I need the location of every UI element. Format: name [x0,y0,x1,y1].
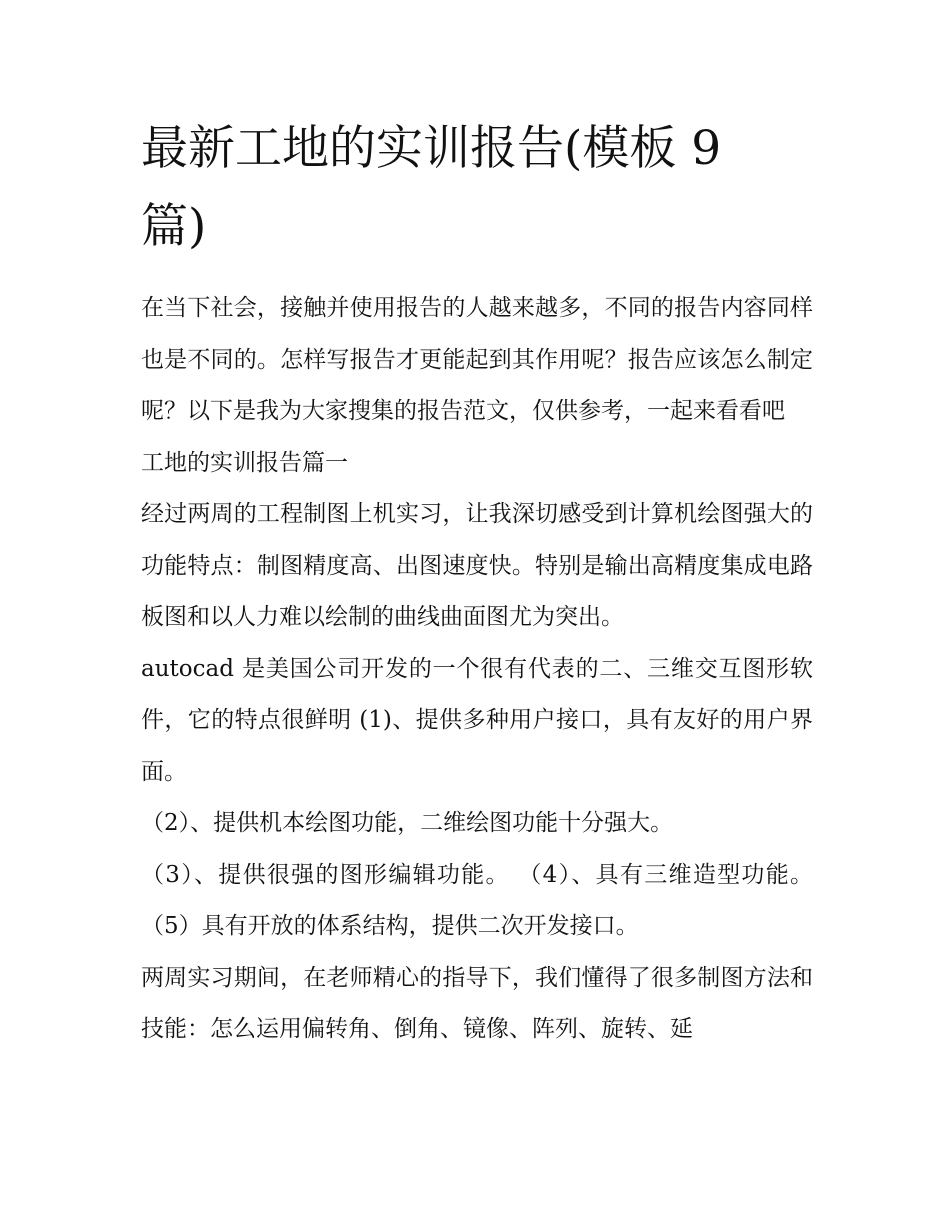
body-paragraph: 经过两周的工程制图上机实习，让我深切感受到计算机绘图强大的功能特点：制图精度高、出图速度快。特别是输出高精度集成电路板图和以人力难以绘制的曲线曲面图尤为突出。 [141,501,813,630]
body-paragraph: （2）、提供机本绘图功能，二维绘图功能十分强大。 [141,810,674,836]
intro-paragraph: 在当下社会，接触并使用报告的人越来越多，不同的报告内容同样也是不同的。怎样写报告才更能起到其作用呢？报告应该怎么制定呢？以下是我为大家搜集的报告范文，仅供参考，一起来看看吧 [141,295,813,424]
section-heading: 工地的实训报告篇一 [141,449,348,476]
document-content [141,110,813,1056]
document-title: 最新工地的实训报告(模板 9 篇) [141,121,722,254]
body-paragraph: 两周实习期间，在老师精心的指导下，我们懂得了很多制图方法和技能：怎么运用偏转角、倒角、镜像、阵列、旋转、延 [141,964,813,1042]
body-paragraph: （3）、提供很强的图形编辑功能。 （4）、具有三维造型功能。 （5）具有开放的体系结构，提供二次开发接口。 [141,861,813,939]
body-paragraph: autocad 是美国公司开发的一个很有代表的二、三维交互图形软件，它的特点很鲜明 (1)、提供多种用户接口，具有友好的用户界面。 [141,655,813,785]
